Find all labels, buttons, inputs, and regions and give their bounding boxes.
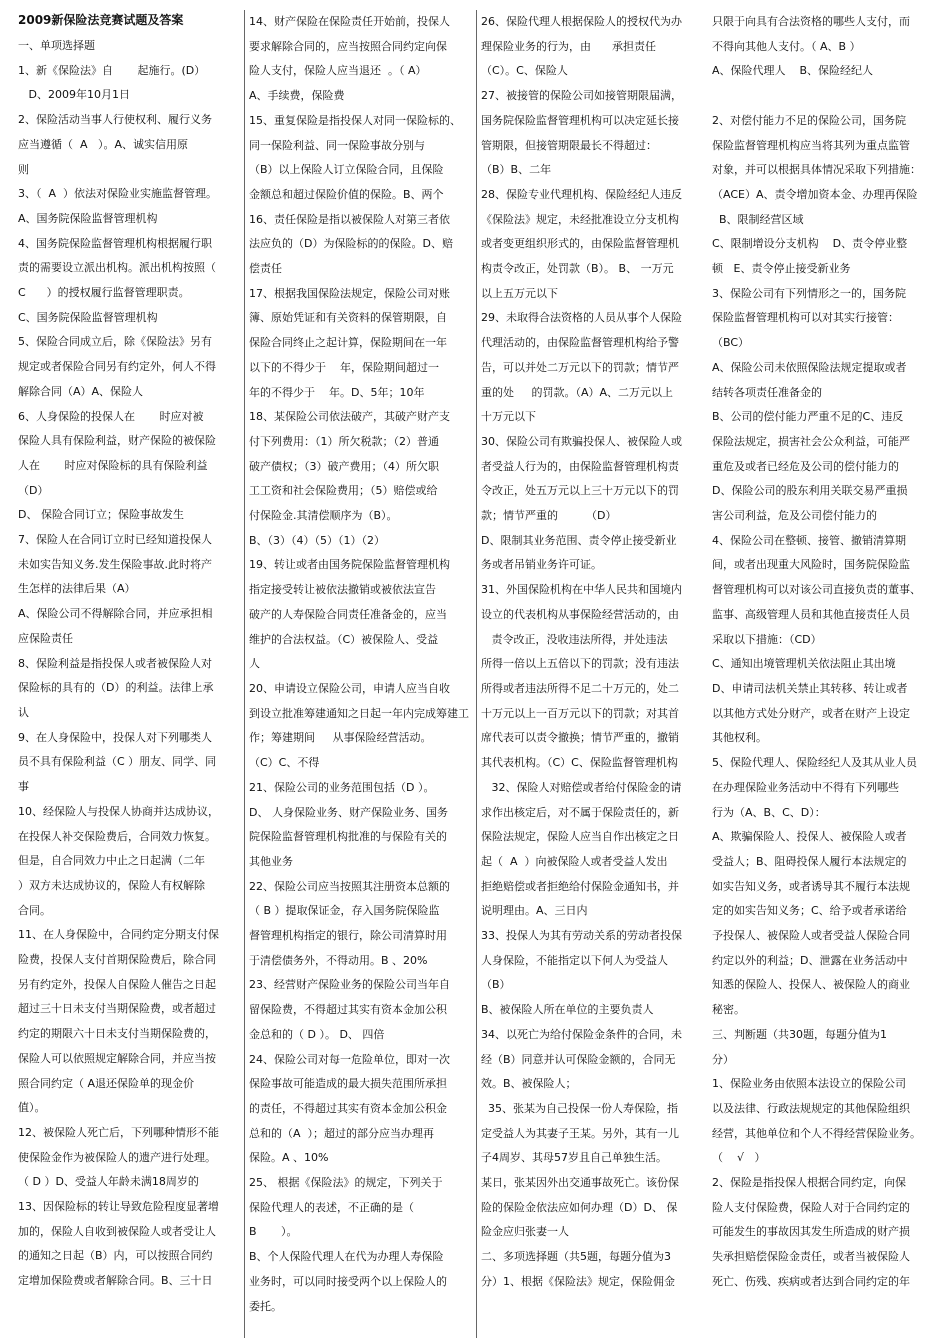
text-line: 14、财产保险在保险责任开始前，投保人 [249, 15, 450, 28]
text-line: 人在 时应对保险标的具有保险利益 [18, 458, 208, 472]
text-line: 经营，其他单位和个人不得经营保险业务。 [712, 1126, 921, 1140]
text-line: 险费，投保人支付首期保险费后，除合同 [18, 953, 216, 967]
text-line: （ √ ） [712, 1151, 766, 1165]
text-line: 金总和的（ D ）。 D、 四倍 [249, 1027, 385, 1041]
text-line: 7、保险人在合同订立时已经知道投保人 [18, 533, 212, 547]
text-line: 法应负的（D）为保险标的的保险。D、赔 [249, 237, 453, 251]
text-line: B、被保险人所在单位的主要负责人 [481, 1003, 654, 1017]
text-line: 30、保险公司有欺骗投保人、被保险人或 [481, 434, 682, 448]
text-line: 保险监督管理机构应当将其列为重点监管 [712, 138, 910, 152]
text-line: 险人支付保险费，保险人对于合同约定的 [712, 1200, 910, 1214]
text-line: 秘密。 [712, 1003, 745, 1017]
text-line: 11、在人身保险中，合同约定分期支付保 [18, 928, 219, 942]
text-line: 8、保险利益是指投保人或者被保险人对 [18, 656, 212, 670]
text-line: D、 人身保险业务、财产保险业务、国务 [249, 805, 448, 819]
text-line: 间，或者出现重大风险时，国务院保险监 [712, 558, 910, 572]
text-line: 指定接受转让被依法撤销或被依法宣告 [249, 583, 436, 597]
text-line: 构责令改正，处罚款（B）。 B、 一万元 [481, 262, 674, 276]
text-line: 值）。 [18, 1101, 46, 1115]
text-line: 险的保险金依法应如何办理（D）D、 保 [481, 1200, 678, 1214]
text-line: 二、多项选择题（共5题，每题分值为3 [481, 1250, 671, 1264]
text-line: 照合同约定（ A退还保险单的现金价 [18, 1076, 195, 1090]
text-line: （C）。C、保险人 [481, 64, 568, 78]
text-line: 其代表机构。（C）C、保险监督管理机构 [481, 756, 678, 770]
text-line: 12、被保险人死亡后，下列哪种情形不能 [18, 1125, 219, 1139]
text-line: 所得一倍以上五倍以下的罚款；没有违法 [481, 657, 679, 671]
text-line: 27、被接管的保险公司如接管期限届满， [481, 89, 682, 103]
text-line: 5、保险合同成立后，除《保险法》另有 [18, 335, 212, 349]
text-line: 只限于向具有合法资格的哪些人支付，而 [712, 15, 910, 28]
text-line: 某日，张某因外出交通事故死亡。该份保 [481, 1176, 679, 1190]
text-line: （C）C、不得 [249, 756, 320, 770]
text-line: 事 [18, 780, 29, 794]
column-3 [476, 10, 708, 1338]
text-line: 所得或者违法所得不足二十万元的，处二 [481, 681, 679, 695]
text-line: 应当遵循（ A ）。A、诚实信用原 [18, 137, 189, 151]
text-line: 总和的（A ）；超过的部分应当办理再 [249, 1126, 435, 1140]
text-line: 害公司利益，危及公司偿付能力的 [712, 509, 877, 523]
text-line: 《保险法》规定，未经批准设立分支机构 [481, 212, 679, 226]
text-line: D、申请司法机关禁止其转移、转让或者 [712, 681, 908, 695]
text-line: 代理活动的，由保险监督管理机构给予警 [481, 336, 679, 350]
text-line: 子4周岁、其母57岁且自己单独生活。 [481, 1151, 667, 1165]
text-line: 可能发生的事故因其发生所造成的财产损 [712, 1225, 910, 1239]
text-line: 6、人身保险的投保人在 时应对被 [18, 409, 204, 423]
text-line: 22、保险公司应当按照其注册资本总额的 [249, 879, 450, 893]
document-page [14, 10, 940, 1338]
text-line: 约定以外的利益；D、泄露在业务活动中 [712, 953, 908, 967]
text-line: 19、转让或者由国务院保险监督管理机构 [249, 558, 450, 572]
text-line: 重的处 的罚款。（A）A、二万元以上 [481, 385, 674, 399]
text-line: 责令改正，没收违法所得，并处违法 [481, 632, 668, 646]
text-line: 保险人可以依照规定解除合同，并应当按 [18, 1051, 216, 1065]
text-line: 解除合同（A）A、保险人 [18, 384, 144, 398]
text-line: 失承担赔偿保险金责任，或者当被保险人 [712, 1250, 910, 1264]
text-line: 但是，自合同效力中止之日起满（二年 [18, 854, 205, 868]
text-line: （B）以上保险人订立保险合同，且保险 [249, 163, 444, 177]
text-line: 另有约定外，投保人自保险人催告之日起 [18, 977, 216, 991]
text-line: 10、经保险人与投保人协商并达成协议， [18, 804, 219, 818]
text-line: 委托。 [249, 1299, 282, 1313]
text-line: 起（ A ）向被保险人或者受益人发出 [481, 854, 668, 868]
text-line: 同一保险利益、同一保险事故分别与 [249, 138, 425, 152]
text-line: A、保险公司未依照保险法规定提取或者 [712, 360, 907, 374]
text-line: B、公司的偿付能力严重不足的C、违反 [712, 410, 904, 424]
text-line: 15、重复保险是指投保人对同一保险标的、 [249, 113, 461, 127]
text-line: 经（B）同意并认可保险金额的，合同无 [481, 1052, 676, 1066]
text-line: 定增加保险费或者解除合同。B、三十日 [18, 1274, 213, 1288]
text-line: 告，可以并处二万元以下的罚款；情节严 [481, 360, 679, 374]
text-line: 簿、原始凭证和有关资料的保管期限，自 [249, 311, 447, 325]
text-line: 或者变更组织形式的，由保险监督管理机 [481, 237, 679, 251]
text-line: 26、保险代理人根据保险人的授权代为办 [481, 15, 682, 28]
text-line: 顿 E、责令停止接受新业务 [712, 262, 851, 276]
text-line: 款；情节严重的 （D） [481, 509, 617, 523]
text-line: B、（3）（4）（5）（1）（2） [249, 533, 386, 547]
text-line: 1、新《保险法》自 起施行。(D） [18, 63, 206, 77]
text-line: 24、保险公司对每一危险单位，即对一次 [249, 1052, 450, 1066]
text-line: 1、保险业务由依照本法设立的保险公司 [712, 1077, 906, 1091]
text-line: 32、保险人对赔偿或者给付保险金的请 [481, 780, 682, 794]
text-line: （B） [481, 978, 511, 992]
column-4 [708, 10, 940, 1338]
text-line: 约定的期限六十日未支付当期保险费的， [18, 1027, 216, 1041]
text-line: （D） [18, 483, 49, 497]
text-line: 未如实告知义务.发生保险事故.此时将产 [18, 557, 212, 571]
text-line: 院保险监督管理机构批准的与保险有关的 [249, 830, 447, 844]
text-line: 破产债权；（3）破产费用；（4）所欠职 [249, 459, 439, 473]
text-line: D、 保险合同订立；保险事故发生 [18, 508, 184, 522]
text-line: 人身保险，不能指定以下何人为受益人 [481, 953, 668, 967]
text-line: 破产的人寿保险合同责任准备金的，应当 [249, 607, 447, 621]
text-line: 25、 根据《保险法》的规定，下列关于 [249, 1176, 443, 1190]
text-line: 结转各项责任准备金的 [712, 385, 822, 399]
text-line: 金额总和超过保险价值的保险。B、两个 [249, 187, 444, 201]
text-line: 令改正，处五万元以上三十万元以下的罚 [481, 484, 679, 498]
document-title: 2009新保险法竞赛试题及答案 [18, 13, 184, 27]
text-line: 2、对偿付能力不足的保险公司，国务院 [712, 113, 906, 127]
text-line: 不得向其他人支付。（ A、B ） [712, 39, 861, 53]
text-line: D、限制其业务范围、责令停止接受新业 [481, 533, 677, 547]
text-line: 定受益人为其妻子王某。另外，其有一儿 [481, 1126, 679, 1140]
text-line: 十万元以上一百万元以下的罚款；对其首 [481, 706, 679, 720]
text-line: A、国务院保险监督管理机构 [18, 211, 158, 225]
text-line: 33、投保人为其有劳动关系的劳动者投保 [481, 929, 682, 943]
text-line: （ACE）A、责令增加资本金、办理再保险 [712, 187, 918, 201]
text-line: 保险代理人的表述，不正确的是（ [249, 1200, 414, 1214]
text-line: A、欺骗保险人、投保人、被保险人或者 [712, 830, 907, 844]
text-line: 管期限，但接管期限最长不得超过： [481, 138, 657, 152]
text-line: A、保险代理人 B、保险经纪人 [712, 64, 874, 78]
text-line: 使保险金作为被保险人的遗产进行处理。 [18, 1150, 216, 1164]
text-line: 23、经营财产保险业务的保险公司当年自 [249, 978, 450, 992]
text-line: 21、保险公司的业务范围包括（D ）。 [249, 780, 435, 794]
text-line: D、2009年10月1日 [18, 88, 130, 102]
column-1 [14, 10, 244, 1338]
text-line: 一、单项选择题 [18, 39, 95, 52]
text-line: 付下列费用：（1）所欠税款；（2）普通 [249, 434, 439, 448]
text-line: 以上五万元以下 [481, 286, 558, 300]
text-line: A、手续费，保险费 [249, 89, 345, 103]
text-line: 34、以死亡为给付保险金条件的合同，未 [481, 1027, 682, 1041]
text-line: 3、保险公司有下列情形之一的，国务院 [712, 286, 906, 300]
text-line: 死亡、伤残、疾病或者达到合同约定的年 [712, 1274, 910, 1288]
text-line: 31、外国保险机构在中华人民共和国境内 [481, 583, 682, 597]
text-line: 分）1、根据《保险法》规定，保险佣金 [481, 1274, 675, 1288]
text-line: 在投保人补交保险费后，合同效力恢复。 [18, 829, 216, 843]
text-line: 加的，保险人自收到被保险人或者受让人 [18, 1224, 216, 1238]
text-line: 在办理保险业务活动中不得有下列哪些 [712, 780, 899, 794]
text-line: 员不具有保险利益（C ）朋友、同学、同 [18, 755, 217, 769]
text-line: 监事、高级管理人员和其他直接责任人员 [712, 607, 910, 621]
text-line: 行为（A、B、C、D）： [712, 805, 826, 819]
text-line: 保险事故可能造成的最大损失范围所承担 [249, 1077, 447, 1091]
text-line: 2、保险活动当事人行使权利、履行义务 [18, 113, 212, 127]
text-line: 知悉的保险人、投保人、被保险人的商业 [712, 978, 910, 992]
text-line: 2、保险是指投保人根据合同约定，向保 [712, 1176, 906, 1190]
text-line: 要求解除合同的，应当按照合同约定向保 [249, 39, 447, 53]
text-line: C ）的授权履行监督管理职责。 [18, 286, 190, 300]
text-line: 的通知之日起（B）内，可以按照合同约 [18, 1249, 213, 1263]
text-line: 生怎样的法律后果（A） [18, 582, 136, 596]
text-line: 以及法律、行政法规规定的其他保险组织 [712, 1101, 910, 1115]
column-2 [244, 10, 476, 1338]
text-line: 其他权利。 [712, 731, 767, 745]
text-line: 说明理由。A、三日内 [481, 904, 588, 918]
text-line: 采取以下措施：（CD） [712, 632, 822, 646]
text-line: ）双方未达成协议的，保险人有权解除 [18, 878, 205, 892]
text-line: 予投保人、被保险人或者受益人保险合同 [712, 929, 910, 943]
text-line: 保险法规定，保险人应当自作出核定之日 [481, 830, 679, 844]
text-line: 保险。A 、10% [249, 1151, 329, 1165]
text-line: 的责任，不得超过其实有资本金加公积金 [249, 1101, 447, 1115]
text-line: 偿责任 [249, 262, 282, 276]
text-line: 险人支付，保险人应当退还 。（ A） [249, 64, 427, 78]
text-line: 16、责任保险是指以被保险人对第三者依 [249, 212, 450, 226]
text-line: 保险人具有保险利益，财产保险的被保险 [18, 434, 216, 448]
text-line: 务或者吊销业务许可证。 [481, 558, 602, 572]
text-line: 效。B、被保险人； [481, 1077, 577, 1091]
text-line: 以其他方式处分财产，或者在财产上设定 [712, 706, 910, 720]
text-line: 分） [712, 1052, 734, 1066]
text-line: 督管理机构指定的银行，除公司清算时用 [249, 929, 447, 943]
text-line: 年的不得少于 年。D、5年；10年 [249, 385, 425, 399]
text-line: 20、申请设立保险公司，申请人应当自收 [249, 681, 450, 695]
text-line: 留保险费，不得超过其实有资本金加公积 [249, 1003, 447, 1017]
text-line: C、国务院保险监督管理机构 [18, 310, 158, 324]
text-line: 求作出核定后，对不属于保险责任的，新 [481, 805, 679, 819]
text-line: 保险合同终止之起计算，保险期间在一年 [249, 336, 447, 350]
text-line: 13、因保险标的转让导致危险程度显著增 [18, 1200, 219, 1214]
text-line: 保险标的具有的（D）的利益。法律上承 [18, 681, 214, 695]
text-line: 保险法规定，损害社会公众利益，可能严 [712, 434, 910, 448]
text-line: 合同。 [18, 903, 51, 917]
text-line: 35、张某为自己投保一份人寿保险，指 [481, 1101, 678, 1115]
text-line: 工工资和社会保险费用；（5）赔偿或给 [249, 484, 438, 498]
text-line: B、限制经营区域 [712, 212, 804, 226]
text-line: 定的如实告知义务；C、给予或者承诺给 [712, 904, 907, 918]
text-line: 维护的合法权益。（C）被保险人、受益 [249, 632, 439, 646]
text-line: 17、根据我国保险法规定，保险公司对账 [249, 286, 450, 300]
text-line: 4、国务院保险监督管理机构根据履行职 [18, 236, 212, 250]
text-line: 十万元以下 [481, 410, 536, 424]
text-line: 三、判断题（共30题，每题分值为1 [712, 1027, 887, 1041]
text-line: 国务院保险监督管理机构可以决定延长接 [481, 113, 679, 127]
text-line: 责的需要设立派出机构。派出机构按照（ [18, 261, 216, 275]
text-line: 9、在人身保险中，投保人对下列哪类人 [18, 730, 212, 744]
text-line: 督管理机构可以对该公司直接负责的董事、 [712, 583, 921, 597]
text-line [712, 84, 936, 109]
text-line: 业务时，可以同时接受两个以上保险人的 [249, 1274, 447, 1288]
text-line: 以下的不得少于 年，保险期间超过一 [249, 360, 439, 374]
text-line: 人 [249, 657, 260, 671]
text-line: （ D ）D、受益人年龄未满18周岁的 [18, 1175, 199, 1189]
text-line: 29、未取得合法资格的人员从事个人保险 [481, 311, 682, 325]
text-line: 席代表可以责令撤换；情节严重的，撤销 [481, 731, 679, 745]
text-line: 应保险责任 [18, 631, 73, 645]
text-line: 如实告知义务，或者诱导其不履行本法规 [712, 879, 910, 893]
text-line: 者受益人行为的，由保险监督管理机构责 [481, 459, 679, 473]
text-line: 受益人；B、阻碍投保人履行本法规定的 [712, 854, 907, 868]
text-line: 18、某保险公司依法破产，其破产财产支 [249, 410, 450, 424]
text-line: 险金应归张妻一人 [481, 1225, 569, 1239]
text-line: C、通知出境管理机关依法阻止其出境 [712, 657, 896, 671]
text-line: D、保险公司的股东利用关联交易严重损 [712, 484, 908, 498]
text-line: 付保险金.其清偿顺序为（B）。 [249, 509, 398, 523]
text-line: 认 [18, 705, 29, 719]
text-line: 则 [18, 162, 29, 176]
text-line: 3、（ A ）依法对保险业实施监督管理。 [18, 187, 218, 201]
text-line: 对象，并可以根据具体情况采取下列措施： [712, 163, 921, 177]
text-line: 4、保险公司在整顿、接管、撤销清算期 [712, 533, 906, 547]
text-line: 重危及或者已经危及公司的偿付能力的 [712, 459, 899, 473]
text-line: 理保险业务的行为，由 承担责任 [481, 39, 656, 53]
text-line: （B）B、二年 [481, 163, 552, 177]
text-line: 于清偿债务外，不得动用。B 、20% [249, 953, 428, 967]
text-line: 规定或者保险合同另有约定外，何人不得 [18, 360, 216, 374]
text-line: 超过三十日未支付当期保险费，或者超过 [18, 1002, 216, 1016]
text-line: A、保险公司不得解除合同，并应承担相 [18, 607, 213, 621]
text-line: 拒绝赔偿或者拒绝给付保险金通知书，并 [481, 879, 679, 893]
text-line: C、限制增设分支机构 D、责令停业整 [712, 237, 908, 251]
text-line: 28、保险专业代理机构、保险经纪人违反 [481, 187, 682, 201]
text-line: 5、保险代理人、保险经纪人及其从业人员 [712, 756, 917, 770]
text-line: B ）。 [249, 1225, 298, 1239]
text-line: （BC） [712, 336, 750, 350]
text-line: （ B ）提取保证金，存入国务院保险监 [249, 904, 440, 918]
text-line: 作；筹建期间 从事保险经营活动。 [249, 731, 432, 745]
text-line: 设立的代表机构从事保险经营活动的，由 [481, 607, 679, 621]
text-line: 其他业务 [249, 854, 293, 868]
text-line: B、个人保险代理人在代为办理人寿保险 [249, 1250, 444, 1264]
text-line: 保险监督管理机构可以对其实行接管： [712, 311, 899, 325]
text-line: 到设立批准筹建通知之日起一年内完成筹建工 [249, 706, 469, 720]
